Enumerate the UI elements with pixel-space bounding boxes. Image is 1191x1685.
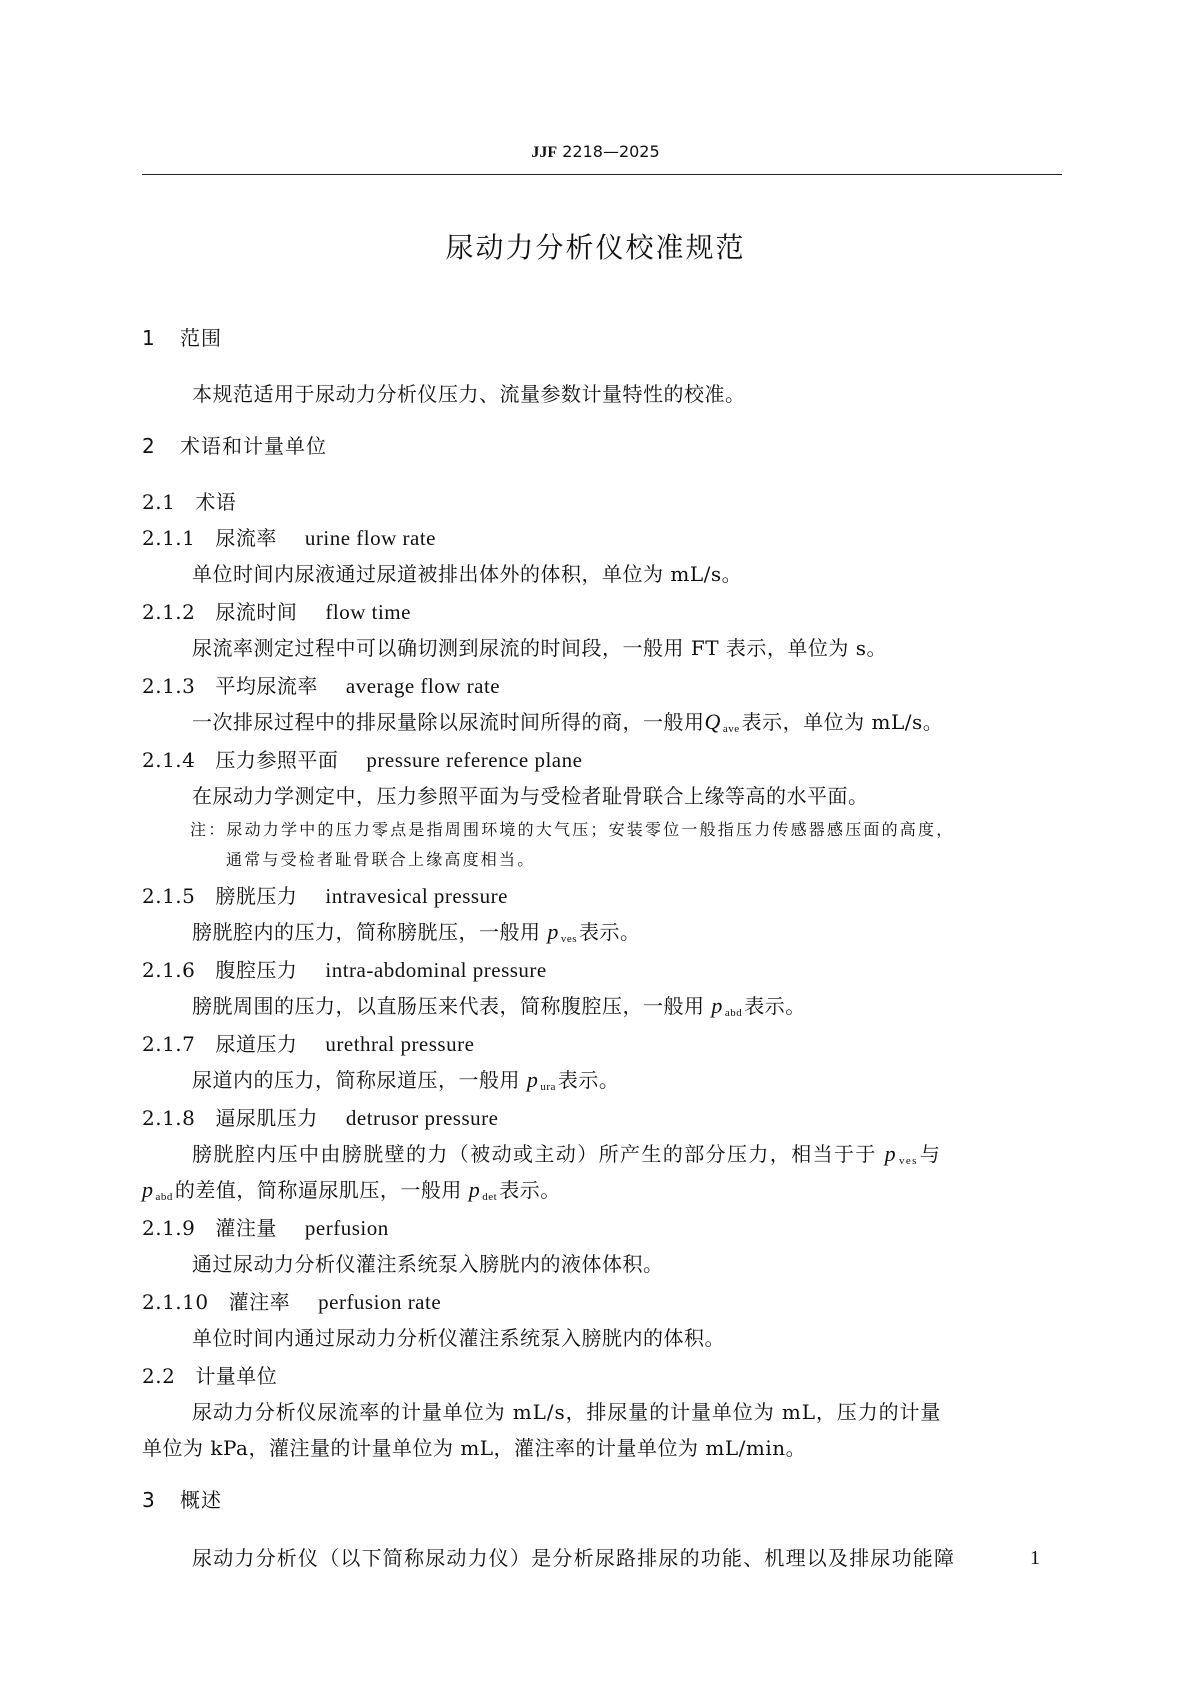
header-code-number: 2218—2025 xyxy=(562,142,660,161)
term-definition: 尿道内的压力，简称尿道压，一般用 p ura 表示。 xyxy=(192,1067,620,1093)
term-heading: 2.1.6 腹腔压力 intra-abdominal pressure xyxy=(142,958,547,982)
term-heading: 2.1.2 尿流时间 flow time xyxy=(142,600,411,624)
term-definition: 在尿动力学测定中，压力参照平面为与受检者耻骨联合上缘等高的水平面。 xyxy=(192,784,869,808)
section-2-2-heading: 2.2 计量单位 xyxy=(142,1364,278,1388)
term-definition: 膀胱腔内的压力，简称膀胱压，一般用 p ves 表示。 xyxy=(192,919,641,945)
term-heading: 2.1.10 灌注率 perfusion rate xyxy=(142,1290,442,1314)
term-heading: 2.1.9 灌注量 perfusion xyxy=(142,1216,389,1240)
page-header xyxy=(0,142,1191,162)
term-definition: 一次排尿过程中的排尿量除以尿流时间所得的商，一般用Q ave 表示，单位为 mL/s。 xyxy=(192,709,944,735)
page-title: 尿动力分析仪校准规范 xyxy=(445,231,746,264)
units-line-1: 尿动力分析仪尿流率的计量单位为 mL/s，排尿量的计量单位为 mL，压力的计量 xyxy=(192,1400,942,1424)
symbol-p: p xyxy=(884,1141,897,1166)
section-3-body: 尿动力分析仪（以下简称尿动力仪）是分析尿路排尿的功能、机理以及排尿功能障 xyxy=(192,1546,956,1570)
term-definition: 通过尿动力分析仪灌注系统泵入膀胱内的液体体积。 xyxy=(192,1252,664,1276)
symbol-p: p xyxy=(526,1067,539,1092)
symbol-p: p xyxy=(468,1177,481,1202)
symbol-p: p xyxy=(142,1177,154,1202)
term-definition-line-1: 膀胱腔内压中由膀胱壁的力（被动或主动）所产生的部分压力，相当于于 p ves 与 xyxy=(192,1141,942,1167)
note-line-2: 通常与受检者耻骨联合上缘高度相当。 xyxy=(226,850,536,869)
section-2-1-heading: 2.1 术语 xyxy=(142,490,237,514)
term-heading: 2.1.7 尿道压力 urethral pressure xyxy=(142,1032,475,1056)
header-rule xyxy=(142,174,1062,175)
section-1-heading: 1 范围 xyxy=(142,326,222,350)
term-definition: 单位时间内尿液通过尿道被排出体外的体积，单位为 mL/s。 xyxy=(192,562,743,586)
term-definition: 尿流率测定过程中可以确切测到尿流的时间段，一般用 FT 表示，单位为 s。 xyxy=(192,636,888,660)
term-definition: 单位时间内通过尿动力分析仪灌注系统泵入膀胱内的体积。 xyxy=(192,1326,725,1350)
header-code-prefix: JJF xyxy=(531,144,558,161)
page-number: 1 xyxy=(1030,1547,1040,1569)
section-2-heading: 2 术语和计量单位 xyxy=(142,434,327,458)
note-line-1: 注：尿动力学中的压力零点是指周围环境的大气压；安装零位一般指压力传感器感压面的高度， xyxy=(190,820,955,839)
units-line-2: 单位为 kPa，灌注量的计量单位为 mL，灌注率的计量单位为 mL/min。 xyxy=(142,1436,807,1460)
symbol-p: p xyxy=(711,993,723,1018)
section-3-heading: 3 概述 xyxy=(142,1488,222,1512)
term-heading: 2.1.5 膀胱压力 intravesical pressure xyxy=(142,884,508,908)
term-heading: 2.1.8 逼尿肌压力 detrusor pressure xyxy=(142,1106,499,1130)
section-1-body: 本规范适用于尿动力分析仪压力、流量参数计量特性的校准。 xyxy=(192,382,746,406)
symbol-p: p xyxy=(547,919,559,944)
symbol-q: Q xyxy=(704,709,721,734)
term-heading: 2.1.3 平均尿流率 average flow rate xyxy=(142,674,501,698)
term-heading: 2.1.1 尿流率 urine flow rate xyxy=(142,526,437,550)
term-definition-line-2: pabd 的差值，简称逼尿肌压，一般用 p det 表示。 xyxy=(142,1177,561,1203)
term-definition: 膀胱周围的压力，以直肠压来代表，简称腹腔压，一般用 p abd 表示。 xyxy=(192,993,806,1019)
term-heading: 2.1.4 压力参照平面 pressure reference plane xyxy=(142,748,583,772)
